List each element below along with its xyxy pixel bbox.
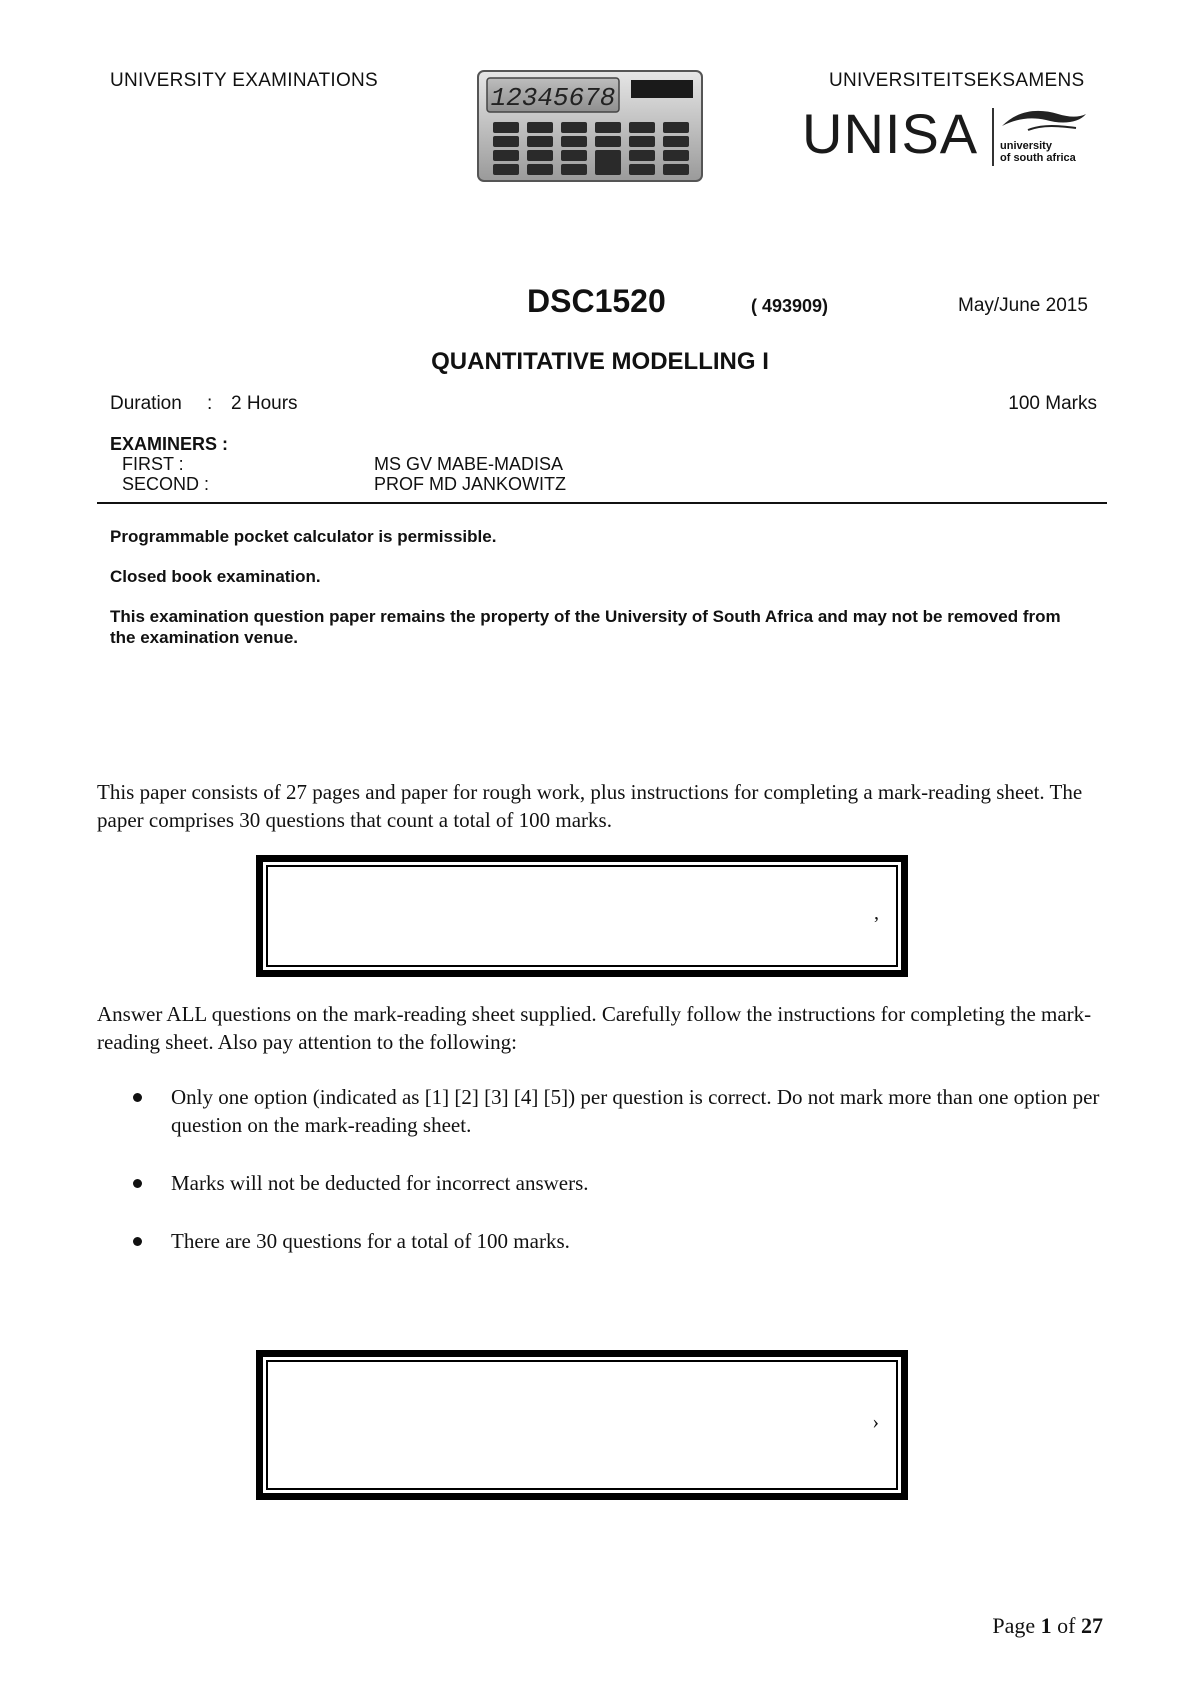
notice-box-1-inner [266, 865, 898, 967]
bullet-icon [133, 1179, 142, 1188]
answer-instructions: Answer ALL questions on the mark-reading sheet supplied. Carefully follow the instructions for completing the mark-reading sheet. Also pay attention to the following: [97, 1002, 1092, 1054]
calculator-image [477, 70, 703, 182]
duration-colon: : [207, 393, 213, 414]
notice-box-1 [256, 855, 908, 977]
instruction-property: This examination question paper remains the property of the University of South Africa and may not be removed from the examination venue. [110, 607, 1061, 647]
notice-box-2-inner [266, 1360, 898, 1490]
page-current: 1 [1040, 1613, 1052, 1638]
total-marks: 100 Marks [1008, 393, 1097, 414]
second-examiner-label: SECOND : [122, 474, 210, 494]
first-examiner-name: MS GV MABE-MADISA [374, 454, 564, 474]
exam-date: May/June 2015 [958, 295, 1088, 316]
page-number [992, 1613, 1103, 1639]
page-separator: of [1057, 1613, 1076, 1638]
course-title: QUANTITATIVE MODELLING I [431, 348, 769, 375]
paper-reference: ( 493909) [751, 296, 829, 316]
header-divider [97, 502, 1107, 504]
header-left-title: UNIVERSITY EXAMINATIONS [110, 70, 379, 91]
page-total: 27 [1081, 1613, 1103, 1638]
swoosh-icon [998, 106, 1088, 136]
rule-text: Marks will not be deducted for incorrect answers. [171, 1171, 589, 1195]
instruction-closed-book: Closed book examination. [110, 567, 321, 586]
page-prefix: Page [992, 1613, 1036, 1638]
notice-box-1-mark: , [874, 902, 879, 924]
unisa-logo-word: UNISA [802, 102, 979, 165]
unisa-logo-sub1: university [1000, 140, 1052, 152]
list-item [133, 1169, 1113, 1197]
bullet-icon [133, 1093, 142, 1102]
rule-text: Only one option (indicated as [1] [2] [3] [4] [5]) per question is correct. Do not mark more than one option per question on the mark-reading sheet. [171, 1085, 1100, 1137]
rule-text: There are 30 questions for a total of 100 marks. [171, 1229, 570, 1253]
logo-divider [992, 108, 994, 166]
unisa-logo [802, 102, 1076, 165]
examiners-heading: EXAMINERS : [110, 434, 229, 454]
notice-box-2-mark: › [872, 1411, 879, 1433]
duration-label: Duration [110, 393, 182, 414]
rules-list [133, 1083, 1113, 1285]
first-examiner-label: FIRST : [122, 454, 184, 474]
header-right-title: UNIVERSITEITSEKSAMENS [829, 70, 1085, 91]
list-item [133, 1083, 1113, 1139]
course-code: DSC1520 [527, 283, 666, 319]
notice-box-2 [256, 1350, 908, 1500]
calculator-display: 12345678 [490, 83, 616, 113]
duration-value: 2 Hours [231, 393, 298, 414]
list-item [133, 1227, 1113, 1255]
bullet-icon [133, 1237, 142, 1246]
unisa-logo-sub2: of south africa [1000, 152, 1076, 164]
paper-overview: This paper consists of 27 pages and paper for rough work, plus instructions for completing a mark-reading sheet. The paper comprises 30 questions that count a total of 100 marks. [97, 780, 1083, 832]
instruction-calculator: Programmable pocket calculator is permissible. [110, 527, 497, 546]
second-examiner-name: PROF MD JANKOWITZ [374, 474, 566, 494]
